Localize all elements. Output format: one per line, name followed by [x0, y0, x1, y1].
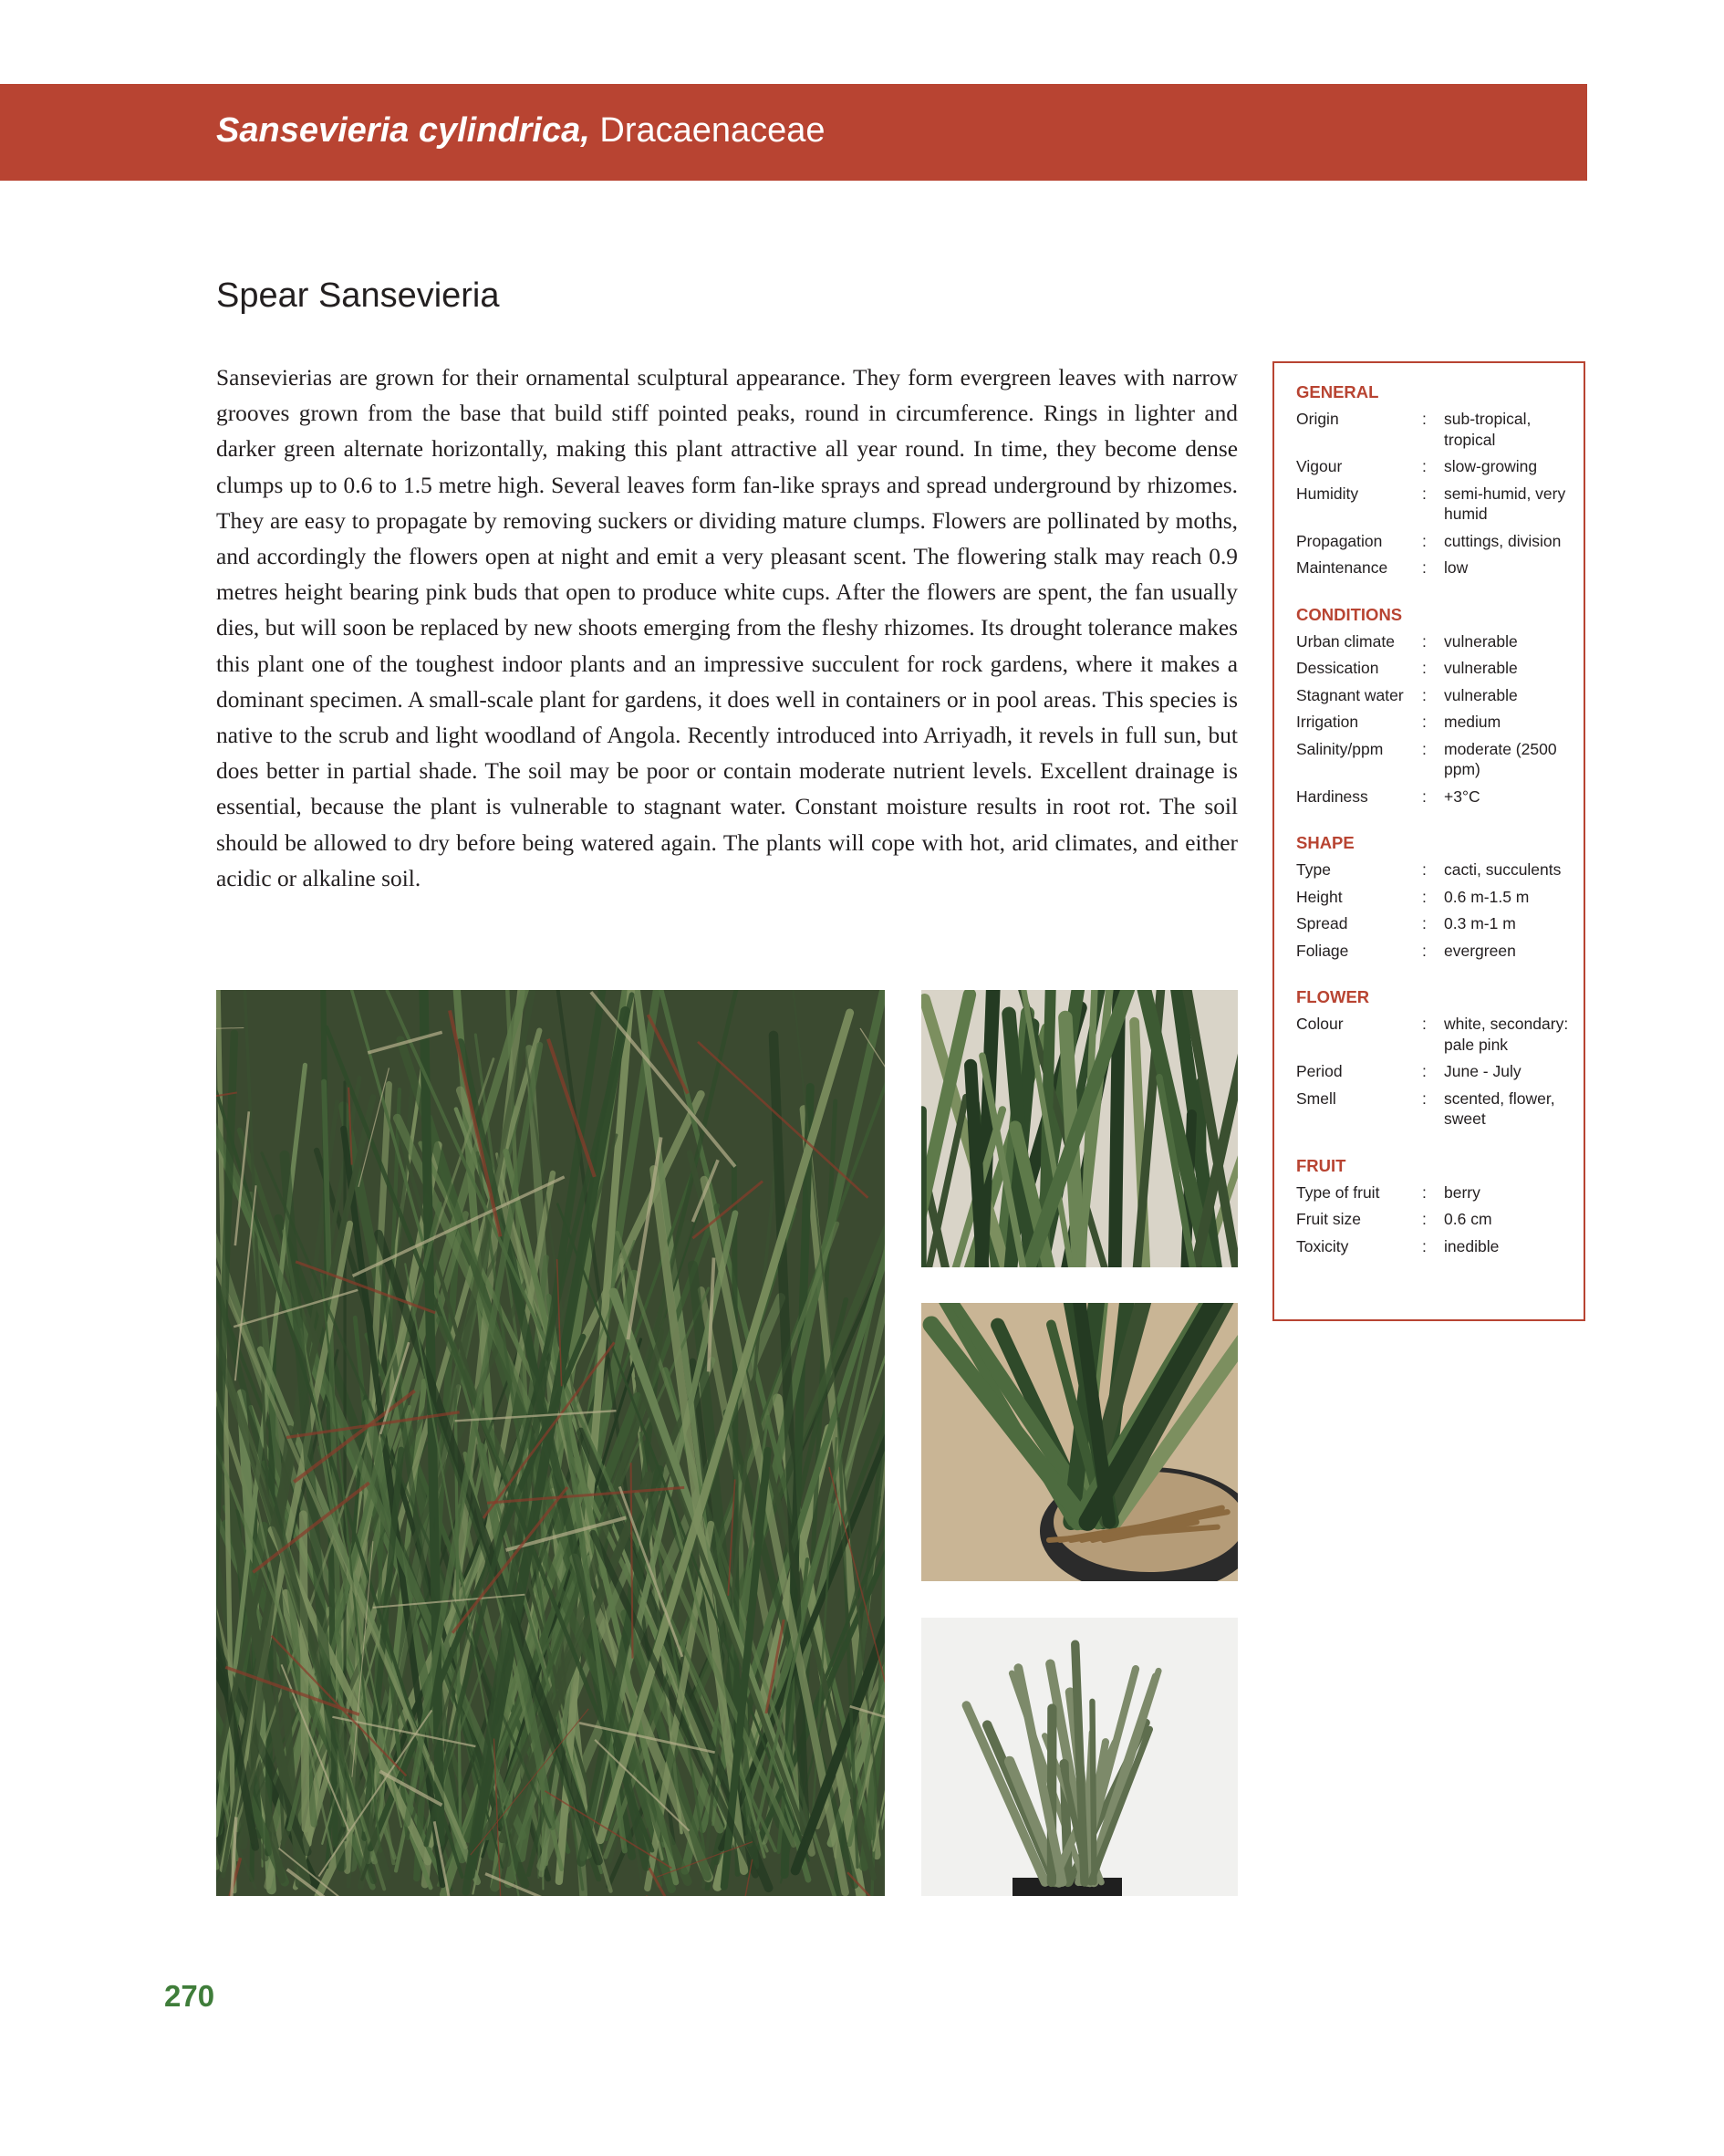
info-value: vulnerable [1444, 659, 1518, 677]
info-label: Foliage [1296, 941, 1349, 960]
info-separator: : [1422, 786, 1427, 806]
plant-photo-leaf-tips [921, 990, 1238, 1267]
info-separator: : [1422, 1182, 1427, 1202]
info-label: Toxicity [1296, 1236, 1349, 1255]
info-row [1296, 859, 1569, 880]
info-label: Origin [1296, 410, 1339, 428]
plant-photo-clump [216, 990, 885, 1896]
info-row [1296, 887, 1569, 908]
info-row [1296, 1236, 1569, 1257]
info-separator: : [1422, 484, 1427, 503]
info-value: vulnerable [1444, 631, 1518, 651]
info-separator: : [1422, 531, 1427, 550]
info-box [1272, 361, 1585, 1321]
info-value: 0.3 m-1 m [1444, 914, 1516, 932]
info-label: Smell [1296, 1088, 1336, 1108]
info-row [1296, 484, 1569, 525]
info-section-title: GENERAL [1296, 382, 1379, 401]
info-separator: : [1422, 860, 1427, 879]
info-value: 0.6 m-1.5 m [1444, 887, 1530, 906]
info-value: inedible [1444, 1236, 1500, 1255]
info-separator: : [1422, 1062, 1427, 1080]
info-label: Hardiness [1296, 786, 1368, 806]
info-section-shape [1296, 832, 1569, 961]
info-row [1296, 1182, 1569, 1203]
info-label: Period [1296, 1062, 1343, 1080]
info-section-title: FRUIT [1296, 1155, 1346, 1175]
info-separator: : [1422, 739, 1427, 758]
info-row [1296, 456, 1569, 477]
info-separator: : [1422, 914, 1427, 932]
info-section-title: FLOWER [1296, 987, 1370, 1006]
species-title [216, 108, 826, 153]
info-separator: : [1422, 713, 1427, 731]
info-separator: : [1422, 1015, 1427, 1033]
info-row [1296, 1061, 1569, 1082]
description-text: Sansevierias are grown for their ornamental sculptural appearance. They form evergreen leaves with narrow grooves grown from the base that build stiff pointed peaks, round in circumference. Rings in lighter and darker green alternate horizontally, making this plant attractive all year round. In time, they become dense clumps up to 0.6 to 1.5 metre high. Several leaves form fan-like sprays and spread underground by rhizomes. They are easy to propagate by removing suckers or dividing mature clumps. Flowers are pollinated by moths, and accordingly the flowers open at night and emit a very pleasant scent. The flowering stalk may reach 0.9 metres height bearing pink buds that open to produce white cups. After the flowers are spent, the fan usually dies, but will soon be replaced by new shoots emerging from the fleshy rhizomes. Its drought tolerance makes this plant one of the toughest indoor plants and an impressive succulent for rock gardens, where it makes a dominant specimen. A small-scale plant for gardens, it does well in containers or in pool areas. This species is native to the scrub and light woodland of Angola. Recently introduced into Arriyadh, it revels in full sun, but does better in partial shade. The soil may be poor or contain moderate nutrient levels. Excellent drainage is essential, because the plant is vulnerable to stagnant water. Constant moisture results in root rot. The soil should be allowed to dry before being watered again. The plants will cope with hot, arid climates, and either acidic or alkaline soil. [216, 365, 1238, 891]
info-value: slow-growing [1444, 457, 1538, 475]
info-label: Salinity/ppm [1296, 739, 1384, 758]
info-separator: : [1422, 457, 1427, 475]
info-value: 0.6 cm [1444, 1210, 1492, 1228]
info-row [1296, 1209, 1569, 1230]
info-label: Stagnant water [1296, 685, 1404, 704]
info-row [1296, 941, 1569, 962]
info-section-title: CONDITIONS [1296, 604, 1403, 624]
info-value: +3°C [1444, 786, 1480, 806]
info-value: cuttings, division [1444, 531, 1562, 550]
info-label: Type of fruit [1296, 1182, 1380, 1202]
info-separator: : [1422, 1236, 1427, 1255]
info-section-flower [1296, 986, 1569, 1130]
info-label: Maintenance [1296, 558, 1388, 577]
info-label: Irrigation [1296, 713, 1359, 731]
info-row [1296, 786, 1569, 807]
info-row [1296, 712, 1569, 733]
info-row [1296, 739, 1569, 780]
plant-photo-potted [921, 1618, 1238, 1896]
info-row [1296, 913, 1569, 934]
info-value: scented, flower, sweet [1444, 1088, 1555, 1128]
info-value: evergreen [1444, 941, 1516, 960]
common-name: Spear Sansevieria [216, 276, 500, 315]
family-name: Dracaenaceae [599, 111, 826, 150]
info-label: Humidity [1296, 484, 1359, 503]
info-separator: : [1422, 685, 1427, 704]
plant-photo-base [921, 1303, 1238, 1581]
info-separator: : [1422, 410, 1427, 428]
info-value: moderate (2500 ppm) [1444, 739, 1557, 778]
info-label: Type [1296, 860, 1331, 879]
info-value: medium [1444, 713, 1501, 731]
info-separator: : [1422, 558, 1427, 577]
info-row [1296, 409, 1569, 450]
info-value: cacti, succulents [1444, 860, 1562, 879]
info-row [1296, 631, 1569, 652]
info-label: Propagation [1296, 531, 1383, 550]
info-section-title: SHAPE [1296, 833, 1355, 852]
info-value: low [1444, 558, 1469, 577]
info-label: Colour [1296, 1015, 1344, 1033]
info-section-general [1296, 381, 1569, 578]
info-separator: : [1422, 1088, 1427, 1108]
info-separator: : [1422, 1210, 1427, 1228]
info-section-fruit [1296, 1155, 1569, 1257]
info-row [1296, 685, 1569, 706]
info-separator: : [1422, 941, 1427, 960]
info-label: Urban climate [1296, 631, 1395, 651]
info-row [1296, 1088, 1569, 1130]
info-label: Dessication [1296, 659, 1379, 677]
info-value: sub-tropical, tropical [1444, 410, 1532, 449]
info-label: Spread [1296, 914, 1348, 932]
info-separator: : [1422, 631, 1427, 651]
scientific-name: Sansevieria cylindrica, [216, 111, 590, 150]
info-row [1296, 658, 1569, 679]
info-separator: : [1422, 659, 1427, 677]
page-number: 270 [164, 1979, 215, 2013]
info-section-conditions [1296, 604, 1569, 807]
info-label: Height [1296, 887, 1343, 906]
info-value: berry [1444, 1182, 1480, 1202]
info-row [1296, 1014, 1569, 1055]
info-value: semi-humid, very humid [1444, 484, 1566, 523]
info-label: Vigour [1296, 457, 1343, 475]
info-label: Fruit size [1296, 1210, 1361, 1228]
info-row [1296, 531, 1569, 552]
info-value: vulnerable [1444, 685, 1518, 704]
info-value: June - July [1444, 1062, 1521, 1080]
info-row [1296, 557, 1569, 578]
info-separator: : [1422, 887, 1427, 906]
info-value: white, secondary: pale pink [1444, 1015, 1569, 1054]
